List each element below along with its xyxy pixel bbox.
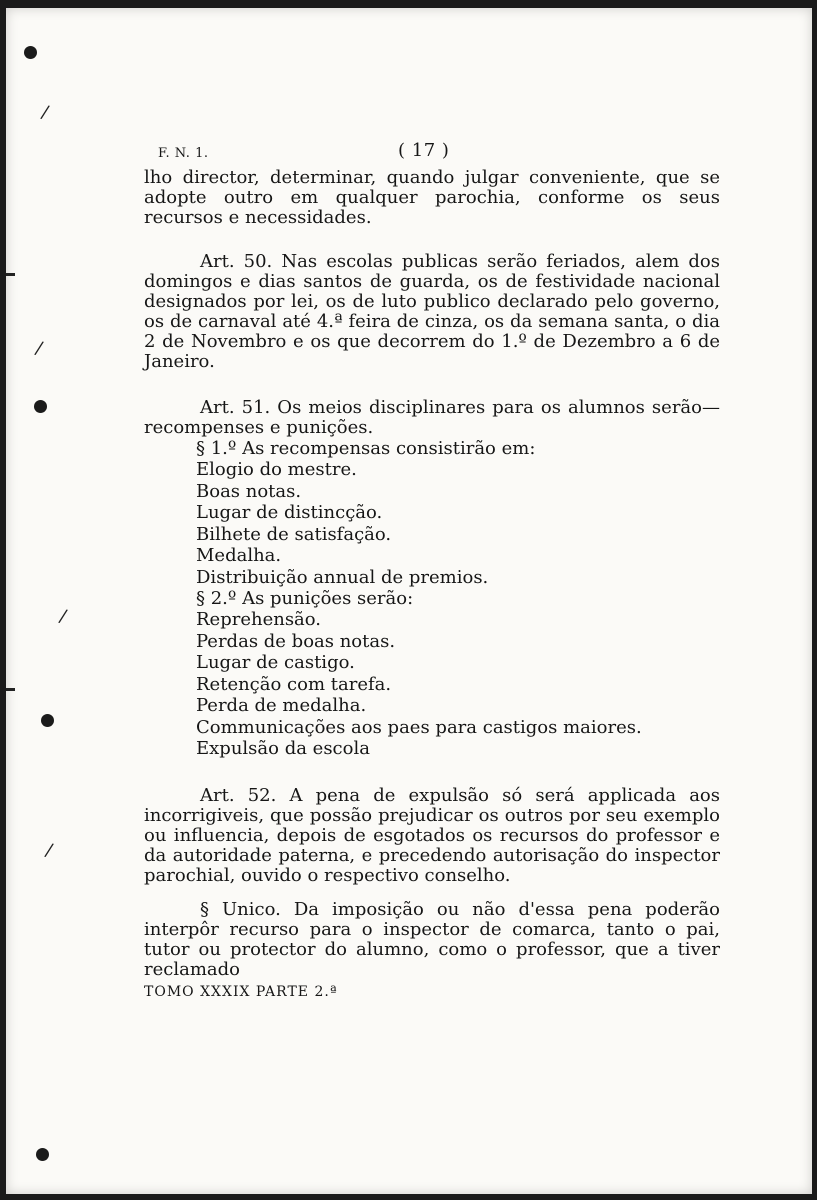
list-item: Perdas de boas notas. xyxy=(196,630,396,652)
punch-hole xyxy=(24,46,37,59)
list-item: Perda de medalha. xyxy=(196,695,367,716)
list-item: Distribuição annual de premios. xyxy=(196,566,489,588)
list-item: Medalha. xyxy=(196,545,282,566)
list-item: Lugar de distincção. xyxy=(196,502,383,523)
margin-mark: / xyxy=(57,605,69,628)
section-unico: § Unico. Da imposição ou não d'essa pena poderão interpôr recurso para o inspector de comarca, tanto o pai, tutor ou protector do alumno, como o professor, que a tiver reclamado xyxy=(144,898,720,980)
punch-hole xyxy=(36,1148,49,1161)
list-item: Lugar de castigo. xyxy=(196,652,355,673)
article-50: Art. 50. Nas escolas publicas serão feriados, alem dos domingos e dias santos de guarda, os de festividade nacional designados por lei, os de luto publico declarado pelo governo, os de carnaval até 4.ª feira de cinza, os da semana santa, o dia 2 de Novembro e os que decorrem do 1.º de Dezembro a 6 de Janeiro. xyxy=(144,251,720,372)
margin-mark xyxy=(6,273,15,276)
article-52: Art. 52. A pena de expulsão só será applicada aos incorrigiveis, que possão prejudicar os outros por seu exemplo ou influencia, depois de esgotados os recursos do professor e da autoridade paterna, e precedendo autorisação do inspector parochial, ouvido o respectivo conselho. xyxy=(144,784,720,886)
list-item: Communicações aos paes para castigos maiores. xyxy=(196,716,642,738)
list-item: Bilhete de satisfação. xyxy=(196,523,392,545)
document-page xyxy=(6,8,812,1194)
margin-mark: / xyxy=(43,839,55,862)
header-left: F. N. 1. xyxy=(158,146,209,161)
recompensas-list xyxy=(144,459,720,588)
section-2-heading: § 2.º As punições serão: xyxy=(196,588,414,609)
list-item: Reprehensão. xyxy=(196,609,322,630)
page-header xyxy=(144,140,720,168)
margin-mark: / xyxy=(33,337,45,360)
margin-mark xyxy=(6,688,15,691)
list-item: Boas notas. xyxy=(196,480,302,502)
page-content xyxy=(144,140,720,1000)
article-51: Art. 51. Os meios disciplinares para os alumnos serão—recompenses e punições. xyxy=(144,397,720,438)
punch-hole xyxy=(34,400,47,413)
section-1-heading: § 1.º As recompensas consistirão em: xyxy=(196,438,536,459)
page-footer: TOMO XXXIX PARTE 2.ª xyxy=(144,983,338,1000)
margin-mark: / xyxy=(39,101,51,124)
paragraph-continuation: lho director, determinar, quando julgar conveniente, que se adopte outro em qualquer parochia, conforme os seus recursos e necessidades. xyxy=(144,167,720,228)
page-number: ( 17 ) xyxy=(398,140,450,161)
punch-hole xyxy=(41,714,54,727)
punicoes-list xyxy=(144,609,720,760)
list-item: Retenção com tarefa. xyxy=(196,673,392,695)
list-item: Expulsão da escola xyxy=(196,738,370,759)
list-item: Elogio do mestre. xyxy=(196,459,357,480)
